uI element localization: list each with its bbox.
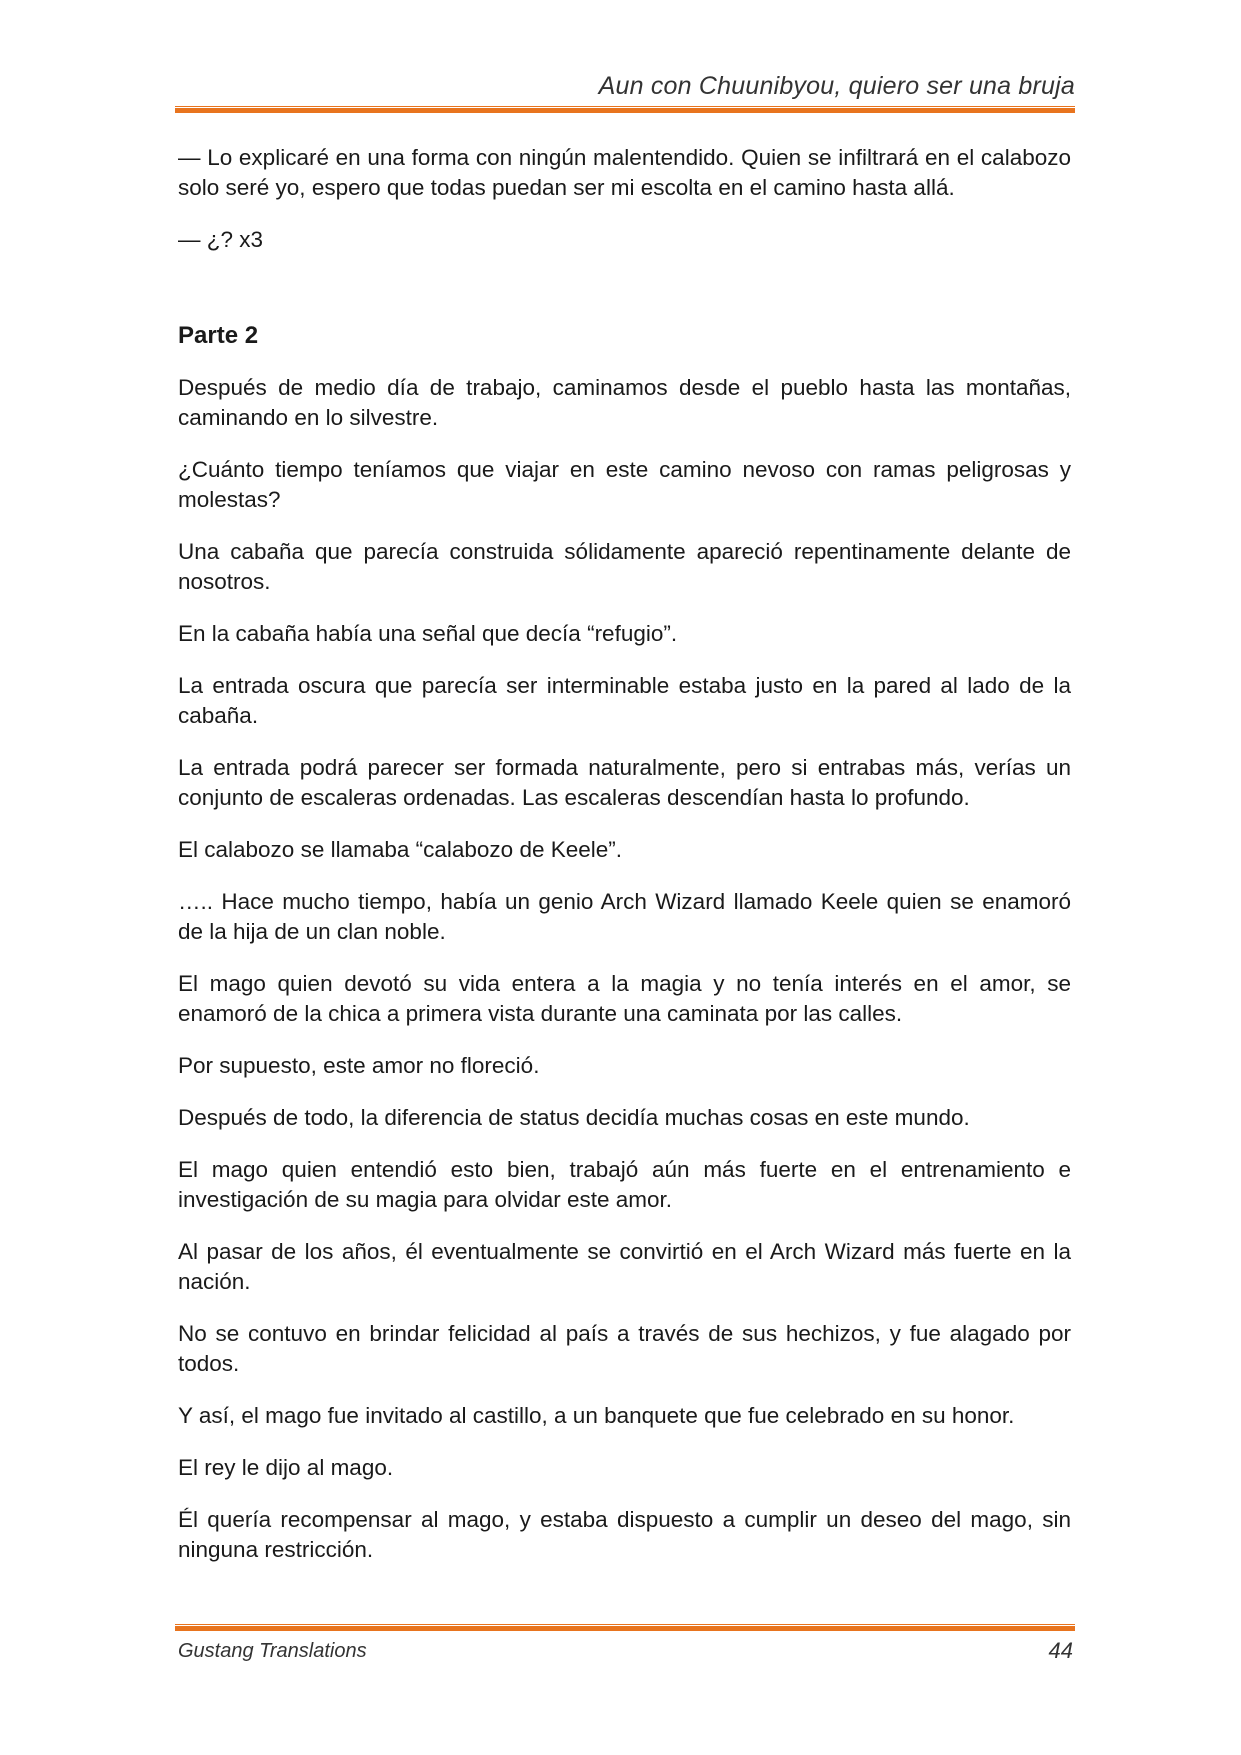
paragraph: — ¿? x3 <box>178 227 264 252</box>
paragraph: El rey le dijo al mago. <box>178 1455 394 1480</box>
paragraph: El mago quien entendió esto bien, trabajó aún más fuerte en el entrenamiento e investigación de su magia para olvidar este amor. <box>178 1157 1071 1212</box>
paragraph: La entrada oscura que parecía ser interminable estaba justo en la pared al lado de la cabaña. <box>178 673 1071 728</box>
page-body <box>178 143 1071 1587</box>
paragraph: La entrada podrá parecer ser formada naturalmente, pero si entrabas más, verías un conjunto de escaleras ordenadas. Las escaleras descendían hasta lo profundo. <box>178 755 1071 810</box>
section-heading: Parte 2 <box>178 322 259 349</box>
paragraph: Después de todo, la diferencia de status decidía muchas cosas en este mundo. <box>178 1105 970 1130</box>
header-rule-thin <box>175 106 1075 107</box>
paragraph: El calabozo se llamaba “calabozo de Keele”. <box>178 837 623 862</box>
paragraph: Por supuesto, este amor no floreció. <box>178 1053 540 1078</box>
paragraph: El mago quien devotó su vida entera a la magia y no tenía interés en el amor, se enamoró de la chica a primera vista durante una caminata por las calles. <box>178 971 1071 1026</box>
paragraph: ¿Cuánto tiempo teníamos que viajar en este camino nevoso con ramas peligrosas y molestas? <box>178 457 1071 512</box>
header-rule-thick <box>175 108 1075 113</box>
paragraph: No se contuvo en brindar felicidad al país a través de sus hechizos, y fue alagado por todos. <box>178 1321 1071 1376</box>
paragraph: Una cabaña que parecía construida sólidamente apareció repentinamente delante de nosotros. <box>178 539 1071 594</box>
footer-rule-thick <box>175 1626 1075 1631</box>
paragraph: ….. Hace mucho tiempo, había un genio Arch Wizard llamado Keele quien se enamoró de la hija de un clan noble. <box>178 889 1071 944</box>
paragraph: Después de medio día de trabajo, caminamos desde el pueblo hasta las montañas, caminando en lo silvestre. <box>178 375 1071 430</box>
page-number: 44 <box>1048 1638 1073 1663</box>
paragraph: — Lo explicaré en una forma con ningún malentendido. Quien se infiltrará en el calabozo solo seré yo, espero que todas puedan ser mi escolta en el camino hasta allá. <box>178 145 1071 200</box>
footer-credit: Gustang Translations <box>178 1640 367 1662</box>
paragraph: En la cabaña había una señal que decía “refugio”. <box>178 621 678 646</box>
paragraph: Y así, el mago fue invitado al castillo, a un banquete que fue celebrado en su honor. <box>178 1403 1015 1428</box>
footer-rule-thin <box>175 1624 1075 1625</box>
running-header-title: Aun con Chuunibyou, quiero ser una bruja <box>598 72 1075 100</box>
paragraph: Al pasar de los años, él eventualmente se convirtió en el Arch Wizard más fuerte en la nación. <box>178 1239 1071 1294</box>
paragraph: Él quería recompensar al mago, y estaba dispuesto a cumplir un deseo del mago, sin ninguna restricción. <box>178 1507 1071 1562</box>
